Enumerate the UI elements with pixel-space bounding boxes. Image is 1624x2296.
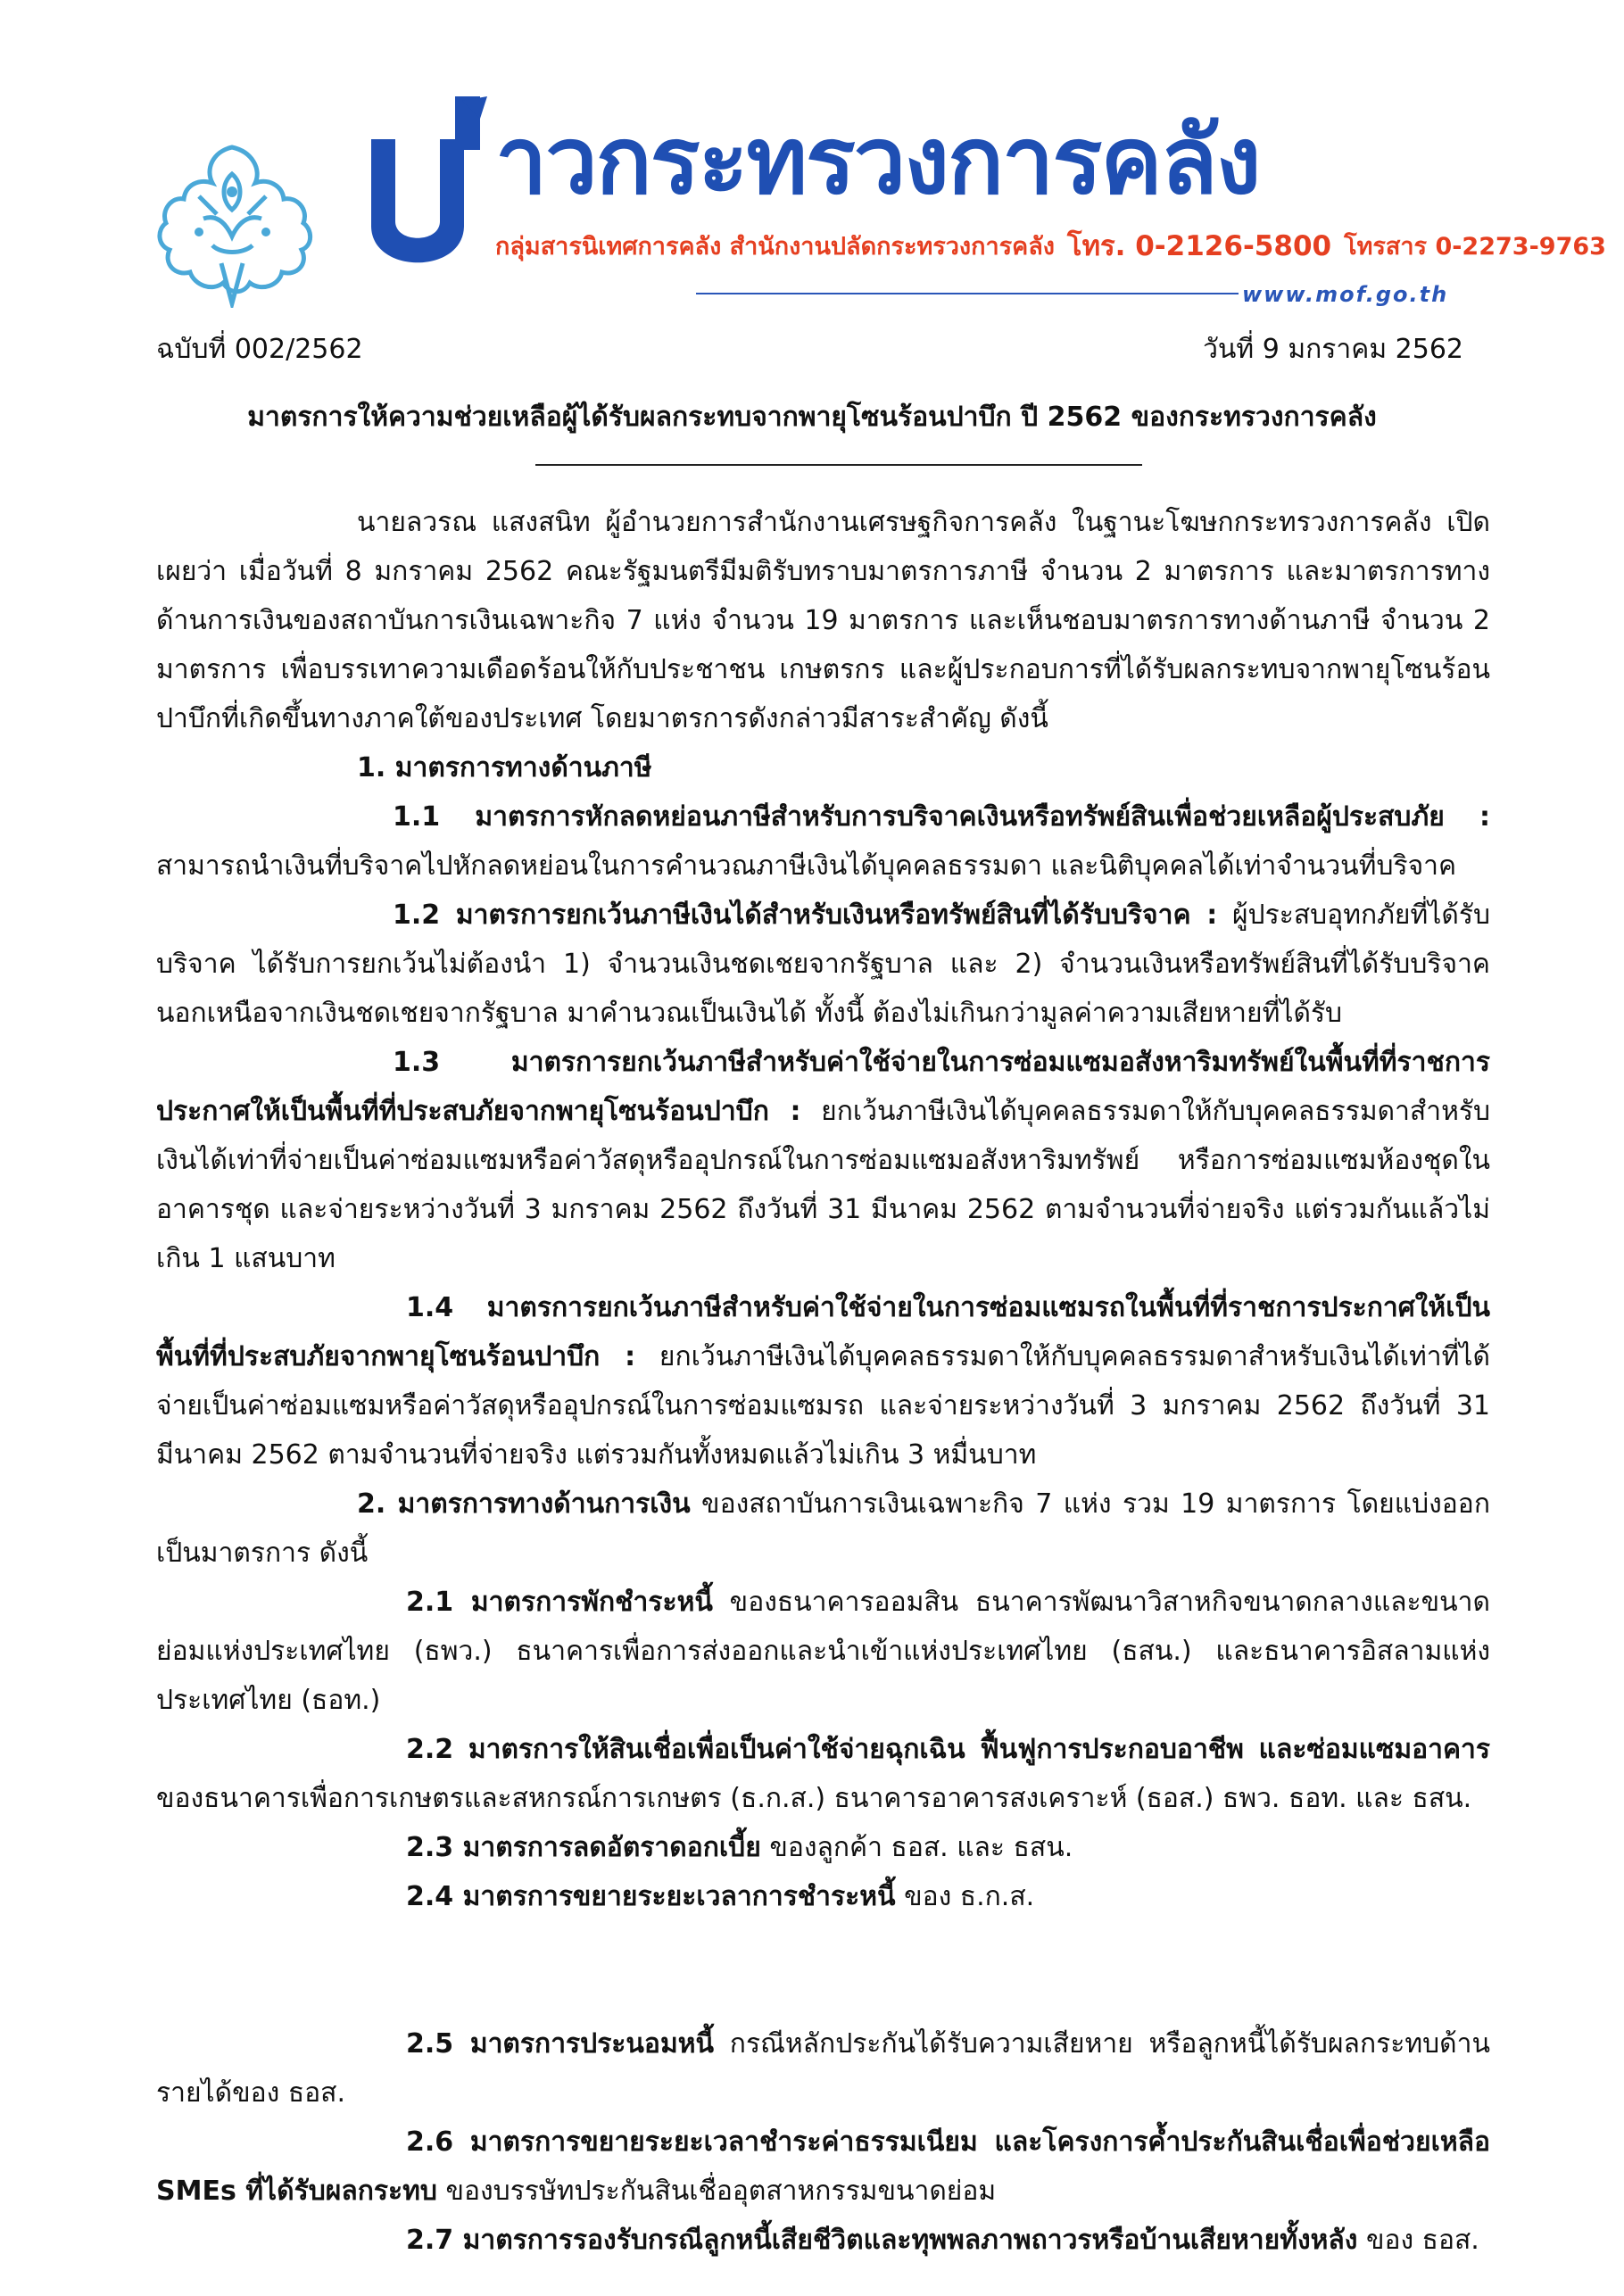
newsletter-header	[0, 0, 1624, 321]
section-2-item-1: 2.1 มาตรการพักชำระหนี้ ของธนาคารออมสิน ธนาคารพัฒนาวิสาหกิจขนาดกลางและขนาดย่อมแห่งประเทศไทย (ธพว.) ธนาคารเพื่อการส่งออกและนำเข้าแห่งประเทศไทย (ธสน.) และธนาคารอิสลามแห่งประเทศไทย (ธอท.)	[156, 1587, 1490, 1716]
section-1-item-2: 1.2 มาตรการยกเว้นภาษีเงินได้สำหรับเงินหรือทรัพย์สินที่ได้รับบริจาค : ผู้ประสบอุทกภัยที่ได้รับบริจาค ได้รับการยกเว้นไม่ต้องนำ 1) จำนวนเงินชดเชยจากรัฐบาล และ 2) จำนวนเงินหรือทรัพย์สินที่ได้รับบริจาคนอกเหนือจากเงินชดเชยจากรัฐบาล มาคำนวณเป็นเงินได้ ทั้งนี้ ต้องไม่เกินกว่ามูลค่าความเสียหายที่ได้รับ	[156, 899, 1490, 1029]
masthead-url[interactable]: www.mof.go.th	[1239, 282, 1452, 307]
intro-paragraph: นายลวรณ แสงสนิท ผู้อำนวยการสำนักงานเศรษฐกิจการคลัง ในฐานะโฆษกกระทรวงการคลัง เปิดเผยว่า เมื่อวันที่ 8 มกราคม 2562 คณะรัฐมนตรีมีมติรับทราบมาตรการภาษี จำนวน 2 มาตรการ และมาตรการทางด้านการเงินของสถาบันการเงินเฉพาะกิจ 7 แห่ง จำนวน 19 มาตรการ และเห็นชอบมาตรการทางด้านภาษี จำนวน 2 มาตรการ เพื่อบรรเทาความเดือดร้อนให้กับประชาชน เกษตรกร และผู้ประกอบการที่ได้รับผลกระทบจากพายุโซนร้อนปาบึกที่เกิดขึ้นทางภาคใต้ของประเทศ โดยมาตรการดังกล่าวมีสาระสำคัญ ดังนี้	[156, 507, 1490, 734]
masthead-phone: โทร. 0-2126-5800	[1066, 230, 1332, 262]
section-1-item-1: 1.1 มาตรการหักลดหย่อนภาษีสำหรับการบริจาคเงินหรือทรัพย์สินเพื่อช่วยเหลือผู้ประสบภัย : สามารถนำเงินที่บริจาคไปหักลดหย่อนในการคำนวณภาษีเงินได้บุคคลธรรมดา และนิติบุคคลได้เท่าจำนวนที่บริจาค	[156, 801, 1490, 882]
title-underline	[535, 464, 1142, 466]
paragraph-gap	[156, 1921, 1490, 2019]
section-2-item-7: 2.7 มาตรการรองรับกรณีลูกหนี้เสียชีวิตและทุพพลภาพถาวรหรือบ้านเสียหายทั้งหลัง ของ ธอส.	[406, 2225, 1479, 2256]
section-2-item-3: 2.3 มาตรการลดอัตราดอกเบี้ย ของลูกค้า ธอส. และ ธสน.	[406, 1832, 1073, 1863]
issue-number: ฉบับที่ 002/2562	[156, 334, 363, 365]
masthead-contact-strip	[495, 226, 1606, 265]
section-2-heading: 2. มาตรการทางด้านการเงิน ของสถาบันการเงินเฉพาะกิจ 7 แห่ง รวม 19 มาตรการ โดยแบ่งออกเป็นมาตรการ ดังนี้	[156, 1488, 1490, 1569]
section-1-heading: 1. มาตรการทางด้านภาษี	[357, 752, 652, 783]
issue-date: วันที่ 9 มกราคม 2562	[1203, 334, 1463, 365]
masthead-title: าวกระทรวงการคลัง	[495, 106, 1260, 215]
masthead-initial-letter	[355, 96, 489, 279]
section-2-item-2: 2.2 มาตรการให้สินเชื่อเพื่อเป็นค่าใช้จ่ายฉุกเฉิน ฟื้นฟูการประกอบอาชีพ และซ่อมแซมอาคาร ของธนาคารเพื่อการเกษตรและสหกรณ์การเกษตร (ธ.ก.ส.) ธนาคารอาคารสงเคราะห์ (ธอส.) ธพว. ธอท. และ ธสน.	[156, 1734, 1490, 1814]
section-2-item-5: 2.5 มาตรการประนอมหนี้ กรณีหลักประกันได้รับความเสียหาย หรือลูกหนี้ได้รับผลกระทบด้านรายได้ของ ธอส.	[156, 2028, 1490, 2109]
section-1-item-4: 1.4 มาตรการยกเว้นภาษีสำหรับค่าใช้จ่ายในการซ่อมแซมรถในพื้นที่ที่ราชการประกาศให้เป็นพื้นที่ที่ประสบภัยจากพายุโซนร้อนปาบึก : ยกเว้นภาษีเงินได้บุคคลธรรมดาให้กับบุคคลธรรมดาสำหรับเงินได้เท่าที่ได้จ่ายเป็นค่าซ่อมแซมหรือค่าวัสดุหรืออุปกรณ์ในการซ่อมแซมรถ และจ่ายระหว่างวันที่ 3 มกราคม 2562 ถึงวันที่ 31 มีนาคม 2562 ตามจำนวนที่จ่ายจริง แต่รวมกันทั้งหมดแล้วไม่เกิน 3 หมื่นบาท	[156, 1292, 1490, 1471]
document-body	[156, 498, 1490, 2265]
section-1-item-3: 1.3 มาตรการยกเว้นภาษีสำหรับค่าใช้จ่ายในการซ่อมแซมอสังหาริมทรัพย์ในพื้นที่ที่ราชการประกาศให้เป็นพื้นที่ที่ประสบภัยจากพายุโซนร้อนปาบึก : ยกเว้นภาษีเงินได้บุคคลธรรมดาให้กับบุคคลธรรมดาสำหรับเงินได้เท่าที่จ่ายเป็นค่าซ่อมแซมหรือค่าวัสดุหรืออุปกรณ์ในการซ่อมแซมอสังหาริมทรัพย์ หรือการซ่อมแซมห้องชุดในอาคารชุด และจ่ายระหว่างวันที่ 3 มกราคม 2562 ถึงวันที่ 31 มีนาคม 2562 ตามจำนวนที่จ่ายจริง แต่รวมกันแล้วไม่เกิน 1 แสนบาท	[156, 1047, 1491, 1274]
masthead-fax: โทรสาร 0-2273-9763	[1344, 232, 1606, 261]
document-title: มาตรการให้ความช่วยเหลือผู้ได้รับผลกระทบจากพายุโซนร้อนปาบึก ปี 2562 ของกระทรวงการคลัง	[247, 402, 1377, 433]
section-2-item-6: 2.6 มาตรการขยายระยะเวลาชำระค่าธรรมเนียม และโครงการค้ำประกันสินเชื่อเพื่อช่วยเหลือ SMEs ที่ได้รับผลกระทบ ของบรรษัทประกันสินเชื่ออุตสาหกรรมขนาดย่อม	[156, 2126, 1490, 2207]
masthead-org: กลุ่มสารนิเทศการคลัง สำนักงานปลัดกระทรวงการคลัง	[495, 232, 1055, 261]
garuda-emblem-icon	[150, 129, 315, 308]
section-2-item-4: 2.4 มาตรการขยายระยะเวลาการชำระหนี้ ของ ธ.ก.ส.	[406, 1881, 1035, 1912]
